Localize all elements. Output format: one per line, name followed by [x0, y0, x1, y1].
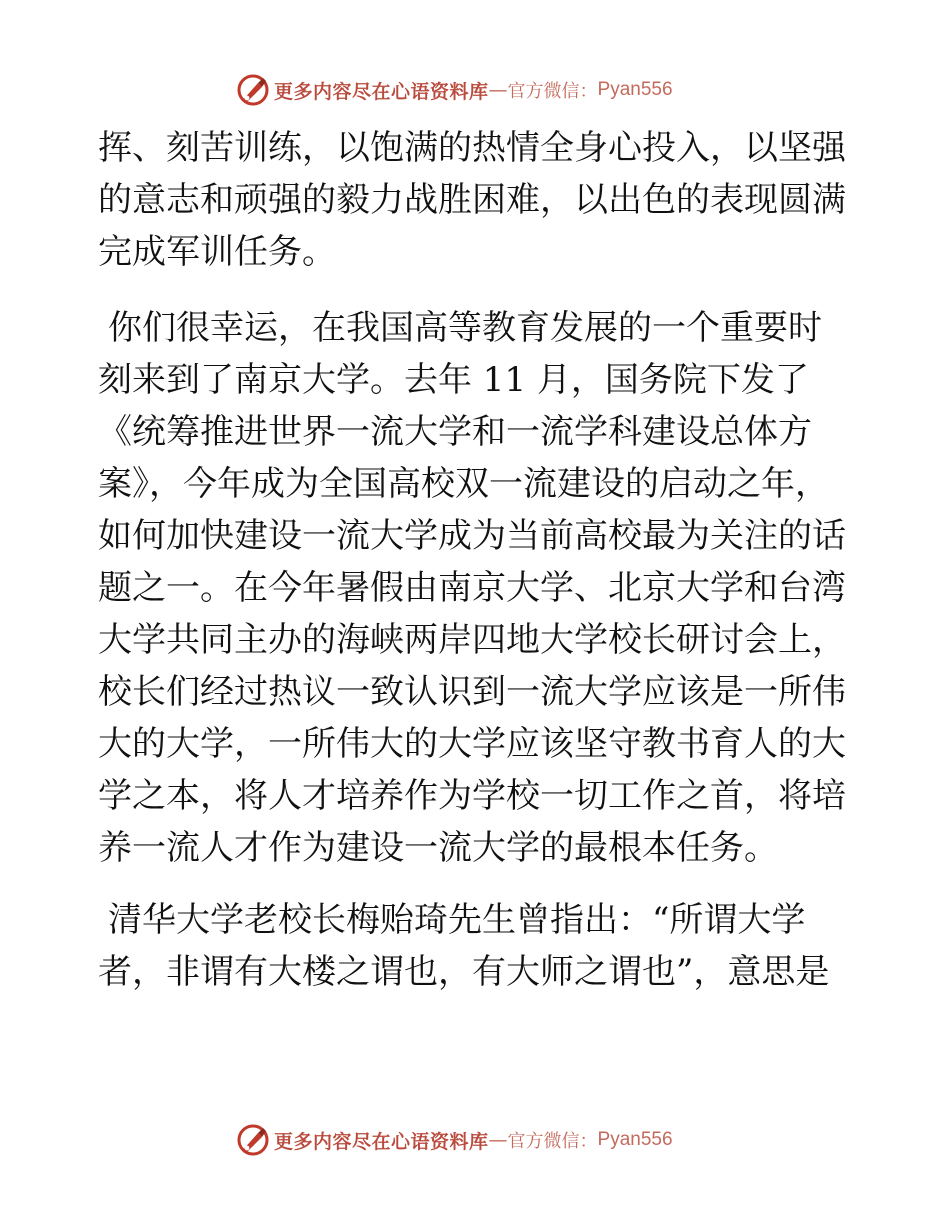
paragraph-2 [98, 302, 858, 874]
paragraph-1 [98, 122, 858, 278]
text-line: 大的大学，一所伟大的大学应该坚守教书育人的大 [98, 724, 846, 764]
pen-nib-logo-icon [236, 73, 270, 107]
banner-wechat-id: Pyan556 [597, 79, 673, 100]
text-line [98, 302, 858, 354]
document-body [98, 122, 858, 998]
text-line-content: 清华大学老校长梅贻琦先生曾指出：“所谓大学 [108, 900, 806, 940]
text-line: 的意志和顽强的毅力战胜困难，以出色的表现圆满 [98, 180, 846, 220]
footer-banner [236, 1122, 673, 1158]
text-line-content: 你们很幸运，在我国高等教育发展的一个重要时 [108, 308, 822, 348]
banner-dash: — [488, 79, 508, 101]
text-line: 者，非谓有大楼之谓也，有大师之谓也”，意思是 [98, 952, 830, 992]
banner-dash: — [488, 1129, 508, 1151]
text-line: 挥、刻苦训练，以饱满的热情全身心投入，以坚强 [98, 128, 846, 168]
text-line: 大学共同主办的海峡两岸四地大学校长研讨会上， [98, 620, 846, 660]
text-line: 如何加快建设一流大学成为当前高校最为关注的话 [98, 516, 846, 556]
banner-wechat-label: 官方微信： [507, 81, 598, 102]
banner-site-name: 更多内容尽在心语资料库 [274, 1130, 489, 1153]
text-line: 完成军训任务。 [98, 232, 336, 272]
text-line: 学之本，将人才培养作为学校一切工作之首，将培 [98, 776, 846, 816]
text-line: 案》，今年成为全国高校双一流建设的启动之年， [98, 464, 829, 504]
header-banner [236, 72, 673, 108]
text-line: 《统筹推进世界一流大学和一流学科建设总体方 [98, 412, 812, 452]
banner-wechat-label: 官方微信： [507, 1131, 598, 1152]
pen-nib-logo-icon [236, 1123, 270, 1157]
text-line [98, 894, 858, 946]
text-line: 题之一。在今年暑假由南京大学、北京大学和台湾 [98, 568, 846, 608]
banner-wechat-id: Pyan556 [597, 1129, 673, 1150]
text-line: 养一流人才作为建设一流大学的最根本任务。 [98, 828, 778, 868]
text-line: 刻来到了南京大学。去年 11 月，国务院下发了 [98, 360, 809, 400]
banner-site-name: 更多内容尽在心语资料库 [274, 80, 489, 103]
text-line: 校长们经过热议一致认识到一流大学应该是一所伟 [98, 672, 846, 712]
paragraph-3 [98, 894, 858, 998]
